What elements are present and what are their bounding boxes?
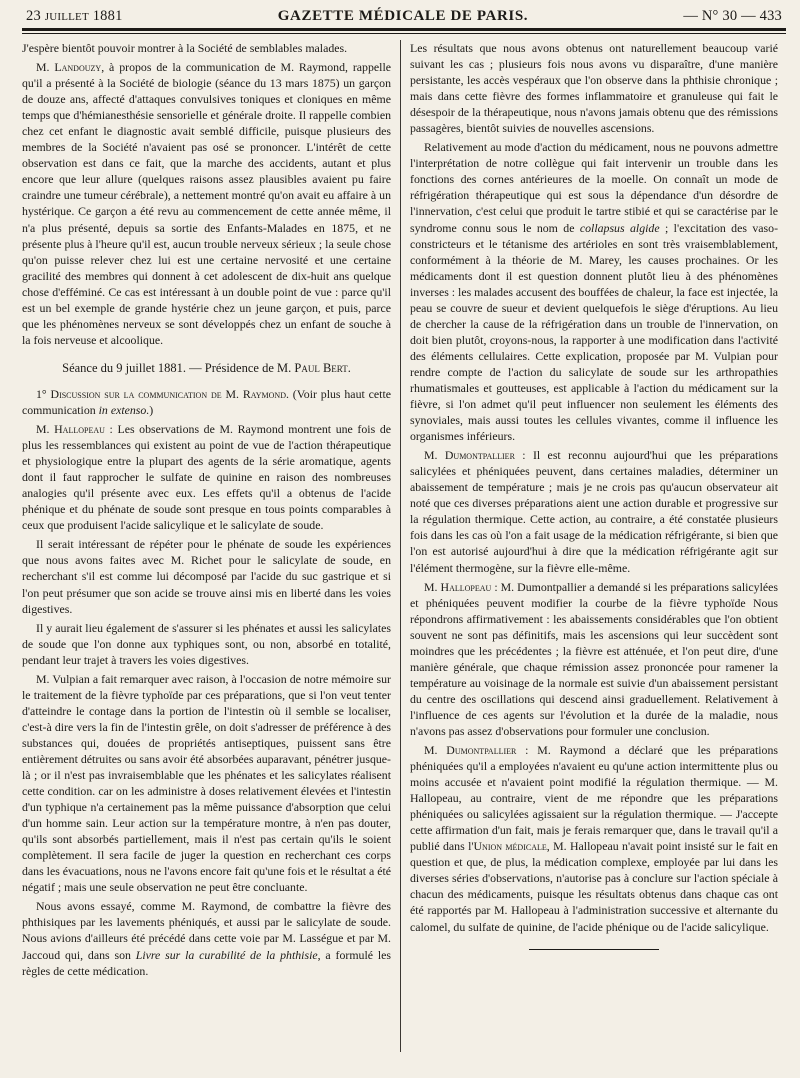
journal-title: GAZETTE MÉDICALE DE PARIS. — [277, 8, 529, 24]
section-end-rule — [529, 949, 659, 950]
journal-name: Union médicale — [473, 839, 547, 854]
paragraph-text: ; l'excitation des vaso-constricteurs et le tétanisme des artérioles en sont très vraisemblablement, conformément à la théorie de M. Marey, les causes prochaines. Or les médicaments dont il est question donnent plutôt lieu à des phénomènes inverses : les malades accusent des bouffées de chaleur, la face est injectée, la peau se couvre de sueur et devient quelquefois le siège d'éruptions. Au lieu de chercher la cause de la réfrigération dans un trouble de l'innervation, on doit bien plutôt, croyons-nous, la rapporter à une modification dans l'activité des éléments cellulaires. Cette explication, proposée par M. Vulpian pour rendre compte de l'action du salicylate de soude sur les arthropathies rhumatismales et goutteuses, est applicable à l'action du médicament sur la fièvre, si l'on admet qu'il peut influencer non seulement les éléments des synoviales, mais aussi toutes les cellules vivantes, comme il influence les organismes inférieurs. — [410, 220, 779, 444]
paragraph-text: Relativement au mode d'action du médicament, nous ne pouvons admettre l'interprétation de notre collègue qui fait intervenir un trouble dans les fonctions des cornes antérieures de la moelle. On connaît un mode de réfrigération thérapeutique qui est sous la dépendance d'un désordre de l'innervation, c'est celui que produit le tartre stibié et qui se caractérise par le syndrome connu sous le nom de — [410, 140, 778, 235]
paragraph: Les résultats que nous avons obtenus ont naturellement beaucoup varié suivant les cas ; plusieurs fois nous avons vu disparaître, d'une manière persistante, les accès vespéraux que l'on observe dans la phthisie chronique ; mais dans cette fièvre des formes inflammatoire et granuleuse qui fait le désespoir de la thérapeutique, nous n'avons jamais obtenu que des rémissions passagères, bientôt suivies de nouvelles ascensions. — [410, 41, 778, 136]
paragraph-text: Nous avons essayé, comme M. Raymond, de combattre la fièvre des phthisiques par les lavements phéniqués, et aussi par le salicylate de soude. Nous avions d'ailleurs été précédé dans cette voie par M. Lasségue et par M. Jaccoud qui, dans son — [22, 899, 391, 962]
paragraph-text: , a formulé les règles de cette médication. — [22, 947, 391, 978]
paragraph-text: , M. Hallopeau n'avait point insisté sur le fait en question et que, de plus, la médication complexe, employée par lui dans les diverses séries d'observations, n'autorise pas à conclure sur l'action spéciale à chacun des médicaments, puisque les résultats obtenus dans chaque cas ont été rapportés par M. Hallopeau à l'administration successive et alternante du calomel, du sulfate de quinine, de l'acide phénique ou de l'acide salicylique. — [410, 839, 778, 934]
date-year: 1881 — [92, 8, 123, 24]
date-month: JUILLET — [44, 11, 89, 23]
discussion-note-end: ) — [149, 402, 154, 417]
paragraph — [22, 59, 391, 348]
text-columns — [22, 40, 786, 1052]
paragraph — [410, 742, 778, 935]
paragraph — [22, 421, 391, 533]
session-heading — [22, 360, 391, 376]
speaker-name: M. Hallopeau — [424, 579, 492, 594]
paragraph: M. Vulpian a fait remarquer avec raison, à l'occasion de notre mémoire sur le traitement de la fièvre typhoïde par ces préparations, que si l'on veut tenter d'atteindre le contage dans la portion de l'intestin où il semble se localiser, c'est-à dire vers la fin de l'intestin grêle, on doit s'adresser de préférence à des substances qui, douées de propriétés antiseptiques, puissent sans être entièrement détruites ou sans avoir été absorbées auparavant, pénétrer jusque-là ; or il n'est pas invraisemblable que les phénates et les salicylates réalisent cette condition. car on les administre à doses relativement élevées et l'intestin d'un typhique n'a certainement pas la même puissance d'absorption que celui d'un homme sain. Leur action sur la température montre, à n'en pas douter, qu'ils sont absorbés partiellement, mais il n'est pas certain qu'ils le soient complètement. Il sera facile de juger la question en recherchant ces corps dans les évacuations, nous ne l'avons encore fait qu'une fois et le résultat a été négatif ; mais une seule observation ne peut être concluante. — [22, 671, 391, 895]
paragraph — [410, 579, 778, 739]
paragraph: Il serait intéressant de répéter pour le phénate de soude les expériences que nous avons faites avec M. Richet pour le salicylate de soude, en recherchant s'il est comme lui décomposé par l'acide du suc gastrique et si l'on peut présumer que son acide se trouve ainsi mis en liberté dans les voies digestives. — [22, 537, 391, 616]
date-day: 23 — [26, 8, 41, 24]
term-italic: collapsus algide — [579, 220, 660, 235]
issue-date — [26, 8, 123, 25]
speaker-name: M. Hallopeau — [36, 422, 105, 437]
session-president: Paul Bert. — [294, 360, 351, 375]
paragraph — [410, 139, 778, 444]
discussion-heading — [22, 386, 391, 418]
paragraph — [22, 898, 391, 978]
paragraph: J'espère bientôt pouvoir montrer à la Société de semblables malades. — [22, 41, 348, 55]
page-number: 433 — [759, 8, 782, 24]
discussion-title: 1° Discussion sur la communication de M. Raymond. — [36, 386, 289, 401]
speaker-name: M. Dumontpallier — [424, 743, 517, 758]
paragraph: Il y aurait lieu également de s'assurer si les phénates et aussi les salicylates de soude que l'on donne aux typhiques sont, ou non, absorbé en totalité, pendant leur trajet à travers les voies digestives. — [22, 620, 391, 667]
left-column — [22, 40, 400, 1052]
paragraph-text: : M. Raymond a déclaré que les préparations phéniquées qu'il a employées n'avaient eu qu'une action intermittente plus ou moins accusée et n'avaient point modifié la régulation thermique. — M. Hallopeau, au contraire, vient de me répondre que les préparations phéniquées ou salicylées agissaient sur la régulation thermique. — J'accepte cette affirmation d'un fait, mais je ferais remarquer que, dans le travail qu'il a publié dans l' — [410, 743, 778, 854]
speaker-name: M. Landouzy — [36, 60, 102, 75]
header-rule-thick — [22, 28, 786, 31]
page-header — [22, 8, 786, 28]
header-rule-thin — [22, 33, 786, 34]
paragraph — [410, 447, 778, 575]
book-title: Livre sur la curabilité de la phthisie — [135, 947, 318, 962]
paragraph-text: : M. Dumontpallier a demandé si les préparations salicylées et phéniquées peuvent modifier la courbe de la fièvre typhoïde Nous répondrons affirmativement : les abaissements considérables que l'on obtient souvent ne sont pas définitifs, mais les ascensions qui leur succèdent sont moindres que les précédentes ; la fièvre est atténuée, et l'on peut dire, d'une manière générale, que chaque rémission assez prononcée pour ramener la température au voisinage de la normale est suivie d'un abaissement persistant du centre des oscillations qui descend ainsi graduellement. Relativement à l'influence de ces agents sur l'évolution et la durée de la maladie, nous n'avons pas assez d'observations pour formuler une conclusion. — [410, 579, 778, 738]
issue-page — [683, 8, 782, 25]
paragraph-text: , à propos de la communication de M. Raymond, rappelle qu'il a présenté à la Société de biologie (séance du 13 mars 1875) un garçon de douze ans, affecté d'attaques convulsives toniques et cloniques en même temps que d'hémianesthésie sensorielle et générale droite. Il rappelle combien chez cet enfant le diagnostic avait semblé difficile, puisque plusieurs des membres de la Société n'avaient pas osé se prononcer. L'intérêt de cette observation est dans ce fait, que la marche des accidents, autant et plus encore que leur allure (quelques raisons assez plausibles avaient pu faire craindre une tumeur cérébrale), a nettement montré qu'on avait eu affaire à un hystérique. Ce garçon a été revu au commencement de cette année même, il n'a plus présenté, depuis sa sortie des Enfants-Malades en 1875, et ne présente plus à l'heure qu'il est, aucun trouble nerveux sérieux ; la seule chose qu'on puisse relever chez lui est une certaine nervosité et une certaine gracilité des membres qui donnent à cet adolescent de dix-huit ans quelque chose d'efféminé. Ce cas est intéressant à un double point de vue : parce qu'il est un bel exemple de grande hystérie chez un jeune garçon, et puis, parce que les phénomènes nerveux se sont développés chez un enfant de souche à la fois nerveuse et alcoolique. — [22, 60, 391, 347]
paragraph-text: : Les observations de M. Raymond montrent une fois de plus les ressemblances qui existent au point de vue de l'action thérapeutique et physiologique entre la plupart des agents de la série aromatique, agents dont il faut rapprocher le sulfate de quinine en raison des nombreuses analogies qu'il présente avec eux. Les effets qu'il a obtenus de l'acide phénique et du phénate de soude sont presque en tous points comparables à ceux que produisent l'acide salicylique et le salicylate de soude. — [22, 422, 391, 533]
session-date: Séance du 9 juillet 1881. — Présidence de M. — [62, 360, 292, 375]
discussion-note-italic: in extenso. — [98, 402, 150, 417]
discussion-note: (Voir plus haut cette communication — [22, 386, 391, 417]
speaker-name: M. Dumontpallier — [424, 448, 515, 463]
paragraph-text: : Il est reconnu aujourd'hui que les préparations salicylées et phéniquées peuvent, dans certaines maladies, déterminer un abaissement de température ; mais je ne crois pas qu'aucun observateur ait noté que ces diverses préparations aient une action durable et progressive sur la régulation thermique. Cette action, au contraire, a été constatée plusieurs fois dans les cas où l'on a fait usage de la médication réfrigérante, si bien que l'on est autorisé aujourd'hui à dire que la médication réfrigérante agit sur l'élément thermogène, sur la fièvre elle-même. — [410, 448, 778, 575]
issue-number: — N° 30 — — [683, 8, 756, 24]
right-column — [400, 40, 778, 1052]
